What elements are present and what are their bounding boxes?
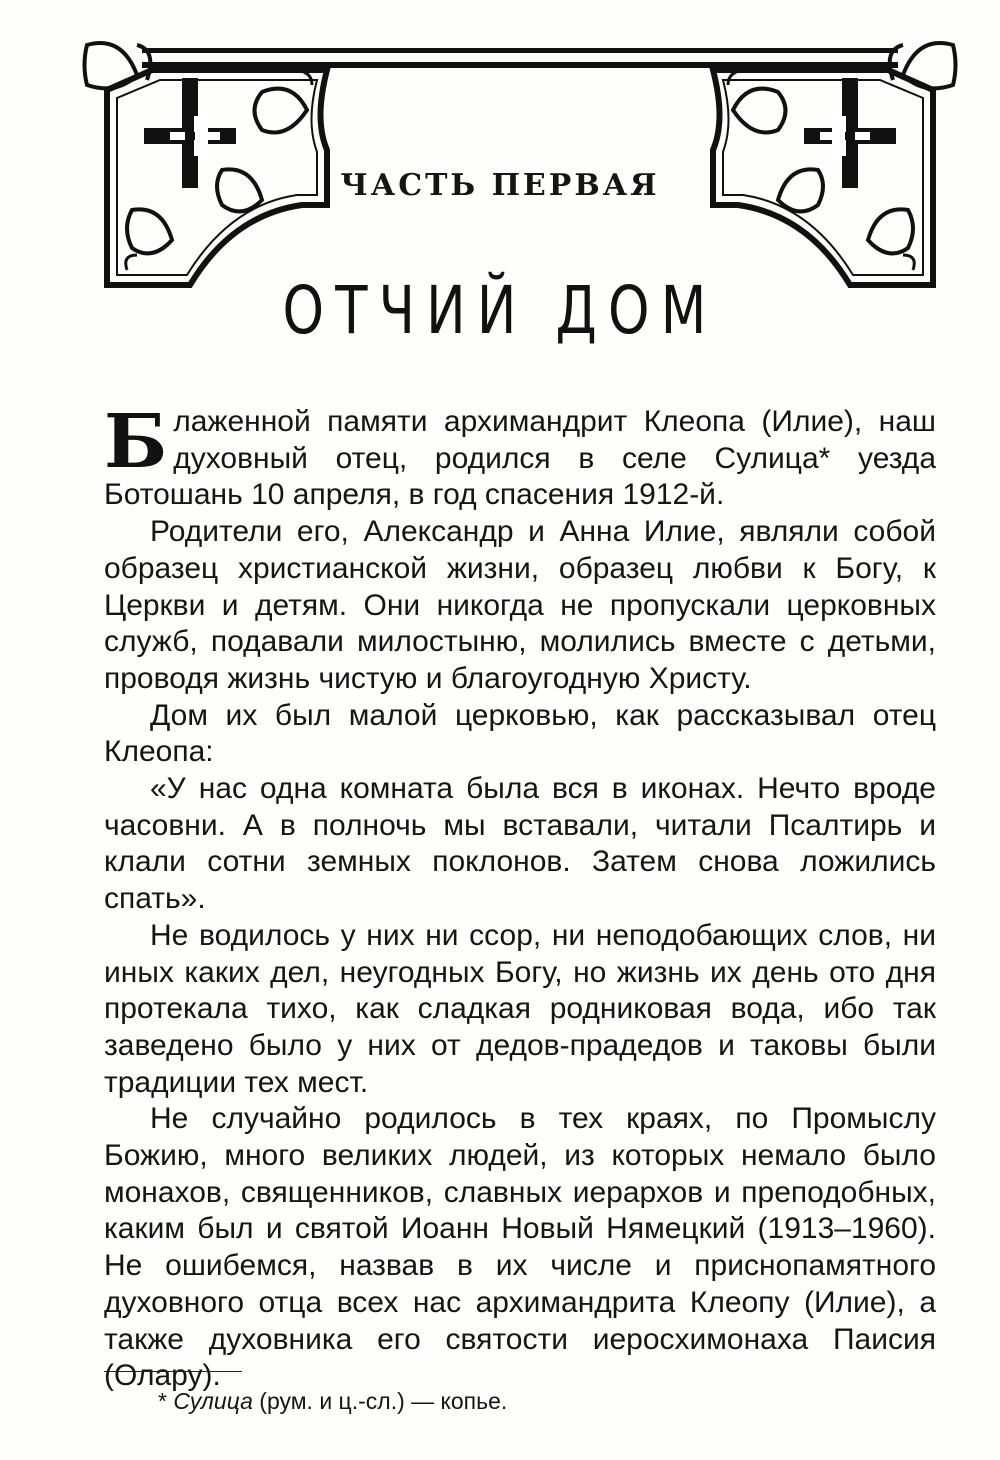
footnote: [158, 1388, 507, 1415]
chapter-title: ОТЧИЙ ДОМ: [282, 272, 718, 349]
paragraph: Не водилось у них ни ссор, ни неподобающих слов, ни иных каких дел, неугодных Богу, но жизнь их день ото дня протекала тихо, как сладкая родниковая вода, ибо так заведено было у них от дедов-прадедов и таковы были традиции тех мест.: [104, 918, 936, 1099]
footnote-text: (рум. и ц.-сл.) — копье.: [259, 1388, 508, 1414]
part-label: ЧАСТЬ ПЕРВАЯ: [340, 168, 660, 203]
paragraph: Родители его, Александр и Анна Илие, являли собой образец христианской жизни, образец любви к Богу, к Церкви и детям. Они никогда не пропускали церковных служб, подавали милостыню, молились вместе с детьми, проводя жизнь чистую и благоугодную Христу.: [104, 515, 936, 695]
drop-cap: Б: [104, 399, 168, 485]
paragraph: Блаженной памяти архимандрит Клеопа (Илие), наш духовный отец, родился в селе Сулица* уезда Ботошань 10 апреля, в год спасения 1912-й.: [104, 399, 936, 512]
footnote-divider: [104, 1371, 242, 1372]
footnote-marker: *: [158, 1388, 167, 1414]
leaf-icon: [85, 43, 313, 270]
body-text: [104, 399, 936, 1395]
header-ornament-frame: [82, 40, 958, 290]
quote-paragraph: «У нас одна комната была вся в иконах. Нечто вроде часовни. А в полночь мы вставали, читали Псалтирь и клали сотни земных поклонов. Затем снова ложились спать».: [104, 772, 936, 916]
paragraph: Не случайно родилось в тех краях, по Промыслу Божию, много великих людей, из которых немало было монахов, священников, славных иерархов и преподобных, каким был и святой Иоанн Новый Нямецкий (1913–1960). Не ошибемся, назвав в их числе и приснопамятного духовного отца всех нас архимандрита Клеопу (Илие), а также духовника его святости иеросхимонаха Паисия (Олару).: [104, 1102, 936, 1393]
paragraph: Дом их был малой церковью, как рассказывал отец Клеопа:: [104, 698, 936, 769]
leaf-icon: [728, 43, 956, 270]
footnote-term: Сулица: [173, 1388, 253, 1414]
